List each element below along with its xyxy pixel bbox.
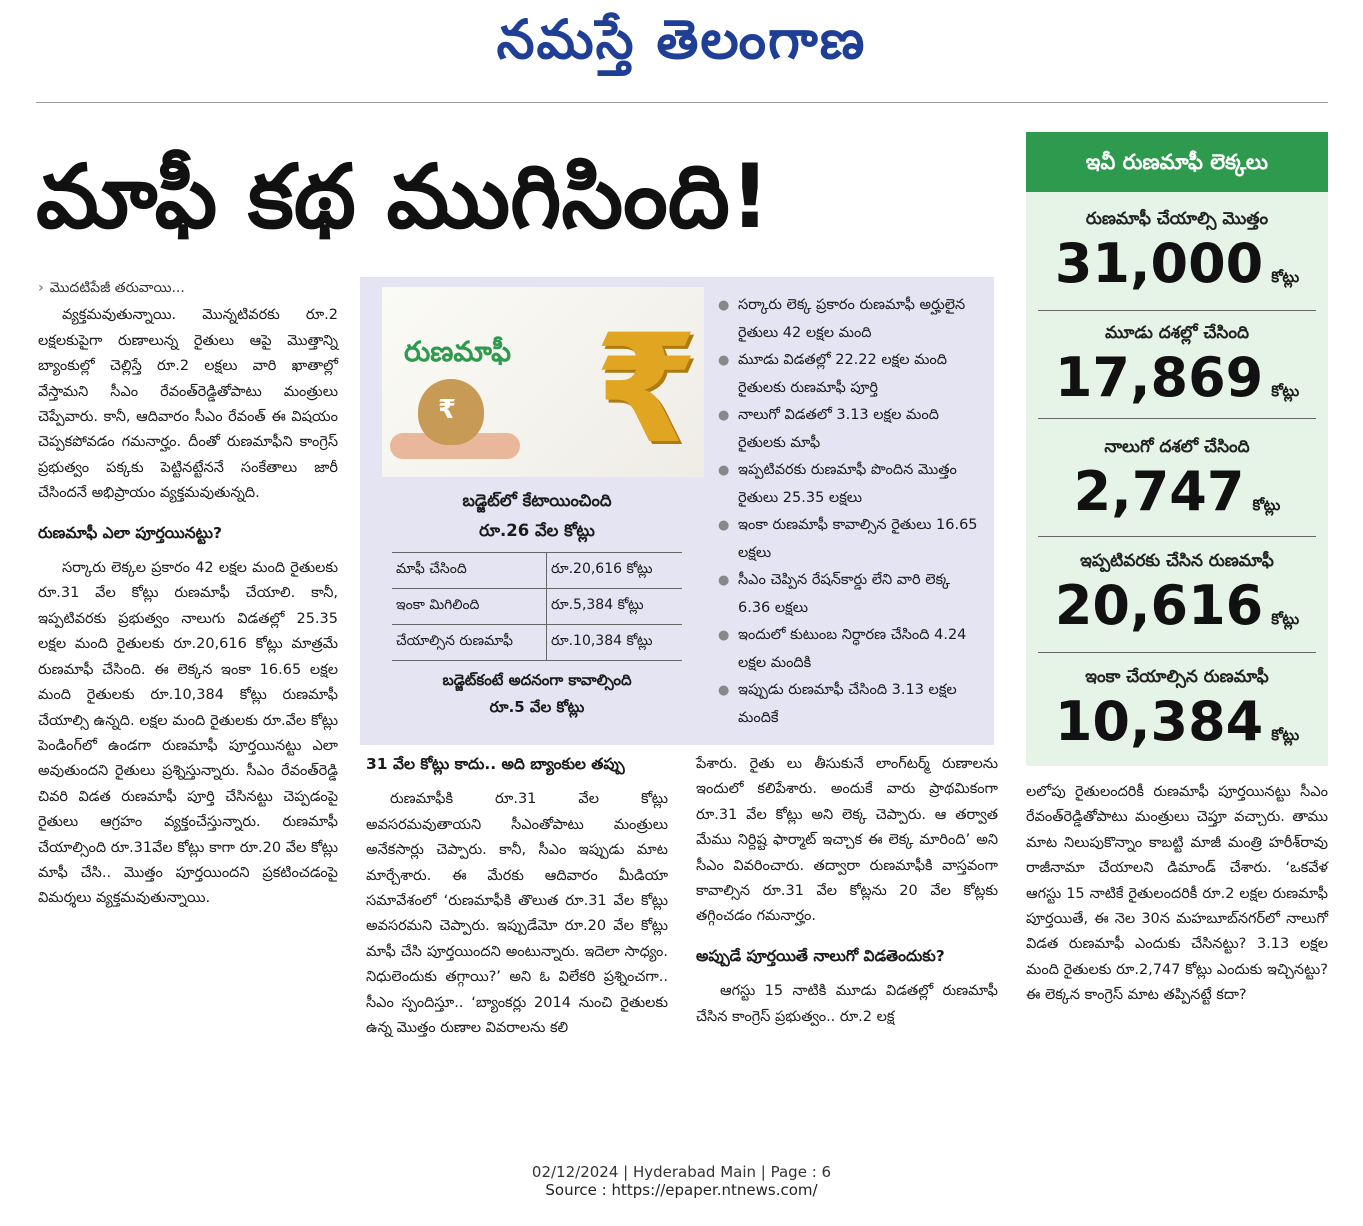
list-item: ● సీఎం చెప్పిన రేషన్‌కార్డు లేని వారి లెక్క 6.36 లక్షలు bbox=[716, 567, 986, 622]
budget-table bbox=[392, 552, 682, 661]
stat-unit: కోట్లు bbox=[1252, 496, 1281, 514]
stat-block bbox=[1038, 548, 1316, 638]
list-item: ● ఇందులో కుటుంబ నిర్ధారణ చేసింది 4.24 లక్షల మందికి bbox=[716, 622, 986, 677]
footer-date-edition: 02/12/2024 | Hyderabad Main | Page : 6 bbox=[531, 1163, 832, 1181]
list-item: ● ఇంకా రుణమాఫీ కావాల్సిన రైతులు 16.65 లక్షలు bbox=[716, 512, 986, 567]
budget-amount: రూ.26 వేల కోట్లు bbox=[479, 521, 595, 540]
illustration-label: రుణమాఫీ bbox=[404, 335, 512, 368]
list-item: ● నాలుగో విడతలో 3.13 లక్షల మంది రైతులకు మాఫీ bbox=[716, 402, 986, 457]
paragraph: రుణమాఫీకి రూ.31 వేల కోట్లు అవసరమవుతాయని సీఎంతోపాటు మంత్రులు అనేకసార్లు చెప్పారు. కానీ, సీఎం ఇప్పుడు మాట మార్చేశారు. ఈ మేరకు ఆదివారం మీడియా సమావేశంలో ‘రుణమాఫీకి తొలుత రూ.31 వేల కోట్లు అవసరమని చెప్పారు. ఇప్పుడేమో రూ.20 వేల కోట్లు మాఫీ చేసి పూర్తయిందని అంటున్నారు. ఇదెలా సాధ్యం. నిధులెందుకు తగ్గాయి?’ అని ఓ విలేకరి ప్రశ్నించగా.. సీఎం స్పందిస్తూ.. ‘బ్యాంకర్లు 2014 నుంచి రైతులకు ఉన్న మొత్తం రుణాల వివరాలను కలి bbox=[366, 791, 668, 1037]
stat-unit: కోట్లు bbox=[1271, 268, 1300, 286]
subheading: రుణమాఫీ ఎలా పూర్తయినట్టు? bbox=[38, 523, 222, 542]
stat-value: 31,000 bbox=[1054, 232, 1264, 295]
stat-block bbox=[1038, 664, 1316, 754]
budget-title: బడ్జెట్‌లో కేటాయించింది bbox=[462, 491, 612, 510]
divider bbox=[1038, 536, 1316, 537]
paragraph: పేశారు. రైతు లు తీసుకునే లాంగ్‌టర్మ్ రుణాలను ఇందులో కలిపేశారు. అందుకే వారు ప్రాథమికంగా రూ.31 వేల కోట్లు అని లెక్క చెప్పారు. ఆ తర్వాత మేము నిర్దిష్ట ఫార్మాట్ ఇచ్చాక ఈ లెక్క మారింది’ అని సీఎం వివరించారు. తద్వారా రుణమాఫీకి వాస్తవంగా కావాల్సిన రూ.31 వేల కోట్లను 20 వేల కోట్లకు తగ్గించడం గమనార్హం. bbox=[696, 756, 998, 925]
bag-rupee-symbol: ₹ bbox=[438, 395, 457, 425]
list-item: ● ఇప్పుడు రుణమాఫీ చేసింది 3.13 లక్షల మందికే bbox=[716, 677, 986, 732]
article-column-4 bbox=[1026, 780, 1328, 1009]
stat-label: ఇంకా చేయాల్సిన రుణమాఫీ bbox=[1085, 667, 1269, 687]
article-column-3 bbox=[696, 752, 998, 1030]
chevron-right-icon: › bbox=[38, 280, 44, 296]
table-cell: రూ.10,384 కోట్లు bbox=[546, 625, 682, 661]
table-row bbox=[392, 625, 682, 661]
subheading: అప్పుడే పూర్తయితే నాలుగో విడతెందుకు? bbox=[696, 946, 945, 965]
divider bbox=[1038, 310, 1316, 311]
stat-block bbox=[1038, 206, 1316, 296]
list-item: ● ఇప్పటివరకు రుణమాఫీ పొందిన మొత్తం రైతులు 25.35 లక్షలు bbox=[716, 457, 986, 512]
stat-value: 2,747 bbox=[1073, 460, 1245, 523]
subheading: 31 వేల కోట్లు కాదు.. అది బ్యాంకుల తప్పు bbox=[366, 755, 625, 773]
rupee-icon: ₹ bbox=[594, 303, 699, 477]
stat-label: రుణమాఫీ చేయాల్సి మొత్తం bbox=[1085, 209, 1269, 229]
stat-value: 17,869 bbox=[1054, 346, 1264, 409]
extra-needed-label: బడ్జెట్‌కంటే అదనంగా కావాల్సింది bbox=[442, 671, 632, 689]
stat-label: ఇప్పటివరకు చేసిన రుణమాఫీ bbox=[1080, 551, 1274, 571]
facts-list bbox=[716, 292, 986, 732]
footer-source-link[interactable]: Source : https://epaper.ntnews.com/ bbox=[545, 1181, 818, 1199]
stat-label: మూడు దశల్లో చేసింది bbox=[1105, 323, 1249, 343]
stat-label: నాలుగో దశలో చేసింది bbox=[1104, 437, 1250, 457]
article-column-1 bbox=[38, 276, 338, 912]
list-item: ● సర్కారు లెక్క ప్రకారం రుణమాఫీ అర్హులైన రైతులు 42 లక్షల మంది bbox=[716, 292, 986, 347]
stat-block bbox=[1038, 320, 1316, 410]
stat-unit: కోట్లు bbox=[1271, 726, 1300, 744]
loan-waiver-stats-sidebar bbox=[1026, 132, 1328, 766]
stat-value: 10,384 bbox=[1054, 690, 1264, 753]
masthead-logo: నమస్తే తెలంగాణ bbox=[496, 8, 867, 71]
paragraph: వ్యక్తమవుతున్నాయి. మొన్నటివరకు రూ.2 లక్షలకుపైగా రుణాలున్న రైతులు ఆపై మొత్తాన్ని బ్యాంకుల్లో చెల్లిస్తే రూ.2 లక్షలు వారి ఖాతాల్లో వేస్తామని సీఎం రేవంత్‌రెడ్డితోపాటు మంత్రులు చెప్పేవారు. కానీ, ఆదివారం సీఎం రేవంత్ ఈ విషయం చెప్పకపోవడం గమనార్హం. దీంతో రుణమాఫీని కాంగ్రెస్ ప్రభుత్వం పక్కకు పెట్టినట్టేననే సంకేతాలు జారీ చేసిందనే అభిప్రాయం వ్యక్తమవుతున్నది. bbox=[38, 307, 338, 502]
continued-kicker bbox=[38, 276, 338, 301]
stat-block bbox=[1038, 434, 1316, 524]
table-cell: మాఫీ చేసింది bbox=[392, 553, 546, 589]
stat-value: 20,616 bbox=[1054, 574, 1264, 637]
article-column-2 bbox=[366, 752, 668, 1041]
sidebar-title: ఇవీ రుణమాఫీ లెక్కలు bbox=[1026, 132, 1328, 192]
headline: మాఫీ కథ ముగిసింది! bbox=[36, 145, 771, 248]
list-item: ● మూడు విడతల్లో 22.22 లక్షల మంది రైతులకు రుణమాఫీ పూర్తి bbox=[716, 347, 986, 402]
extra-needed-amount: రూ.5 వేల కోట్లు bbox=[489, 698, 585, 716]
table-cell: రూ.20,616 కోట్లు bbox=[546, 553, 682, 589]
budget-table-box bbox=[392, 486, 682, 732]
loan-waiver-illustration bbox=[382, 287, 704, 477]
divider bbox=[1038, 418, 1316, 419]
paragraph: లలోపు రైతులందరికీ రుణమాఫీ పూర్తయినట్టు సీఎం రేవంత్‌రెడ్డితోపాటు మంత్రులు చెప్తూ వచ్చారు. తాము మాట నిలుపుకొన్నాం కాబట్టి మాజీ మంత్రి హరీశ్‌రావు రాజీనామా చేయాలని డిమాండ్ చేశారు. ‘ఒకవేళ ఆగస్టు 15 నాటికే రైతులందరికీ రూ.2 లక్షల రుణమాఫీ పూర్తయితే, ఈ నెల 30న మహబూబ్‌నగర్‌లో నాలుగో విడత రుణమాఫీ ఎందుకు చేసినట్టు? 3.13 లక్షల మంది రైతులకు రూ.2,747 కోట్లు ఎందుకు ఇచ్చినట్టు? ఈ లెక్కన కాంగ్రెస్ మాట తప్పినట్టే కదా? bbox=[1026, 784, 1328, 1004]
table-cell: రూ.5,384 కోట్లు bbox=[546, 589, 682, 625]
stat-unit: కోట్లు bbox=[1271, 610, 1300, 628]
paragraph: సర్కారు లెక్కల ప్రకారం 42 లక్షల మంది రైతులకు రూ.31 వేల కోట్లు రుణమాఫీ చేయాలి. కానీ, ఇప్పటివరకు ప్రభుత్వం నాలుగు విడతల్లో 25.35 లక్షల మంది రైతులకు రూ.20,616 కోట్లు మాత్రమే రుణమాఫీ చేసింది. ఈ లెక్కన ఇంకా 16.65 లక్షల మంది రైతులకు రూ.10,384 కోట్లు రుణమాఫీ చేయాల్సి ఉన్నది. లక్షల మంది రైతులకు రూ.వేల కోట్లు పెండింగ్‌లో ఉండగా రుణమాఫీ పూర్తయినట్టు ఎలా అవుతుందని రైతులు ప్రశ్నిస్తున్నారు. సీఎం రేవంత్‌రెడ్డి చివరి విడత రుణమాఫీ పూర్తి చేసినట్టు చెప్పడంపై రైతులు ఆగ్రహం వ్యక్తంచేస్తున్నారు. రుణమాఫీ చేయాల్సింది రూ.31వేల కోట్లు కాగా రూ.20 వేల కోట్లు మాఫీ చేసి.. మొత్తం పూర్తయిందని ప్రకటించడంపై విమర్శలు వ్యక్తమవుతున్నాయి. bbox=[38, 560, 338, 907]
paragraph: ఆగస్టు 15 నాటికి మూడు విడతల్లో రుణమాఫీ చేసిన కాంగ్రెస్ ప్రభుత్వం.. రూ.2 లక్ష bbox=[696, 983, 998, 1025]
masthead-divider bbox=[36, 102, 1328, 103]
table-cell: ఇంకా మిగిలింది bbox=[392, 589, 546, 625]
table-row bbox=[392, 553, 682, 589]
table-row bbox=[392, 589, 682, 625]
stat-unit: కోట్లు bbox=[1271, 382, 1300, 400]
table-cell: చేయాల్సిన రుణమాఫీ bbox=[392, 625, 546, 661]
divider bbox=[1038, 652, 1316, 653]
footer-dateline bbox=[0, 1163, 1363, 1199]
kicker-text: మొదటిపేజీ తరువాయి... bbox=[49, 280, 185, 296]
